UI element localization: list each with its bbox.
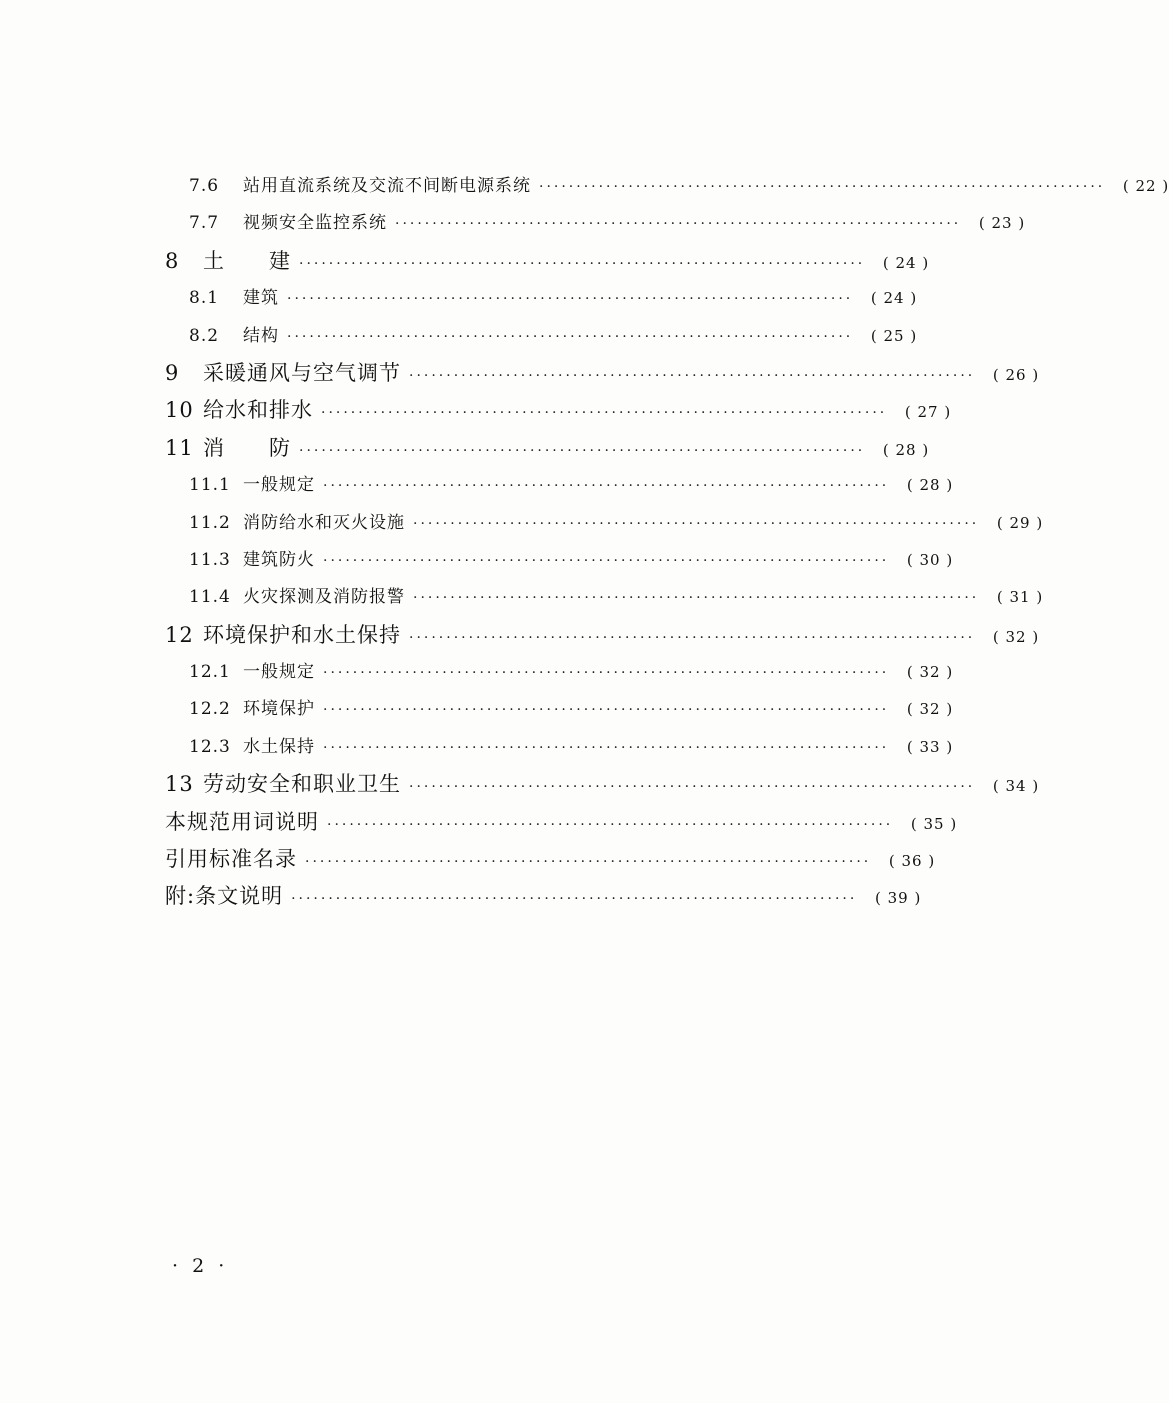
toc-entry-number: 8.2 <box>189 325 220 346</box>
toc-entry[interactable] <box>165 729 954 766</box>
toc-entry-title: 消 防 <box>203 435 291 460</box>
dot-leader: ············································································ <box>323 739 890 756</box>
toc-entry-title: 水土保持 <box>243 736 315 757</box>
toc-entry-page: ( 32 ) <box>992 627 1040 646</box>
toc-entry[interactable] <box>165 392 952 429</box>
toc-entry[interactable] <box>165 318 918 355</box>
toc-entry[interactable] <box>165 542 954 579</box>
toc-entry-title: 给水和排水 <box>203 398 313 423</box>
toc-entry[interactable] <box>165 766 1040 803</box>
toc-entry-number: 7.6 <box>189 176 220 196</box>
toc-entry-title: 引用标准名录 <box>165 847 297 872</box>
toc-entry[interactable] <box>165 691 954 728</box>
toc-entry[interactable] <box>165 617 1040 654</box>
toc-entry-page: ( 31 ) <box>996 588 1044 607</box>
toc-entry[interactable] <box>165 355 1040 392</box>
dot-leader: ············································································ <box>395 216 962 233</box>
toc-entry-page: ( 30 ) <box>906 550 954 569</box>
toc-entry[interactable] <box>165 430 930 467</box>
toc-entry-page: ( 24 ) <box>870 289 918 308</box>
dot-leader: ············································································ <box>323 665 890 682</box>
toc-entry-number: 11.2 <box>189 512 231 533</box>
toc-entry-title: 劳动安全和职业卫生 <box>203 772 401 797</box>
toc-entry-title: 一般规定 <box>243 475 315 496</box>
page-number: · 2 · <box>172 1255 229 1277</box>
toc-entry-title: 本规范用词说明 <box>165 809 319 834</box>
dot-leader: ············································································ <box>413 515 980 532</box>
table-of-contents <box>165 168 1169 916</box>
toc-entry-page: ( 28 ) <box>882 440 930 459</box>
toc-entry[interactable] <box>165 878 922 915</box>
toc-entry-page: ( 23 ) <box>978 214 1026 233</box>
dot-leader: ············································································ <box>291 891 858 908</box>
dot-leader: ············································································ <box>409 367 976 384</box>
toc-entry[interactable] <box>165 243 930 280</box>
dot-leader: ············································································ <box>321 405 888 422</box>
toc-entry-number: 9 <box>165 360 180 385</box>
toc-entry-title: 结构 <box>243 325 279 346</box>
toc-entry-number: 7.7 <box>189 213 220 234</box>
toc-entry-title: 土 建 <box>203 248 291 273</box>
toc-entry-number: 11.3 <box>189 549 231 570</box>
toc-entry-number: 11.4 <box>189 587 231 608</box>
dot-leader: ············································································ <box>539 179 1106 195</box>
toc-entry-title: 火灾探测及消防报警 <box>243 587 405 608</box>
toc-entry-number: 12.2 <box>189 699 231 720</box>
toc-entry-number: 12 <box>165 622 194 647</box>
toc-entry-number: 8 <box>165 248 180 273</box>
dot-leader: ············································································ <box>305 854 872 871</box>
toc-entry-page: ( 28 ) <box>906 476 954 495</box>
dot-leader: ············································································ <box>323 702 890 719</box>
dot-leader: ············································································ <box>287 291 854 308</box>
toc-entry-title: 消防给水和灭火设施 <box>243 512 405 533</box>
dot-leader: ············································································ <box>287 328 854 345</box>
toc-entry[interactable] <box>165 205 1026 242</box>
toc-entry-number: 8.1 <box>189 288 220 309</box>
toc-entry-number: 13 <box>165 772 194 797</box>
dot-leader: ············································································ <box>409 629 976 646</box>
toc-entry-page: ( 33 ) <box>906 737 954 756</box>
toc-entry[interactable] <box>165 280 918 317</box>
toc-entry-page: ( 29 ) <box>996 513 1044 532</box>
toc-entry-number: 11.1 <box>189 475 231 496</box>
toc-entry[interactable] <box>165 168 1169 205</box>
toc-entry-page: ( 35 ) <box>910 814 958 833</box>
toc-entry[interactable] <box>165 505 1044 542</box>
dot-leader: ············································································ <box>323 478 890 495</box>
toc-entry-title: 环境保护和水土保持 <box>203 622 401 647</box>
dot-leader: ············································································ <box>413 590 980 607</box>
toc-entry-page: ( 26 ) <box>992 365 1040 384</box>
toc-entry-number: 12.1 <box>189 662 231 683</box>
dot-leader: ············································································ <box>299 442 866 459</box>
toc-entry-page: ( 32 ) <box>906 700 954 719</box>
toc-entry[interactable] <box>165 579 1044 616</box>
toc-entry-page: ( 24 ) <box>882 253 930 272</box>
toc-entry-number: 12.3 <box>189 736 231 757</box>
toc-entry-number: 11 <box>165 435 194 460</box>
toc-entry-page: ( 34 ) <box>992 777 1040 796</box>
toc-entry-page: ( 27 ) <box>904 403 952 422</box>
toc-entry-title: 采暖通风与空气调节 <box>203 360 401 385</box>
toc-entry[interactable] <box>165 804 958 841</box>
toc-entry-title: 环境保护 <box>243 699 315 720</box>
toc-entry-page: ( 32 ) <box>906 663 954 682</box>
toc-entry-page: ( 25 ) <box>870 326 918 345</box>
toc-entry-title: 站用直流系统及交流不间断电源系统 <box>243 176 531 196</box>
toc-entry-title: 一般规定 <box>243 662 315 683</box>
toc-entry-number: 10 <box>165 398 194 423</box>
toc-entry-page: ( 39 ) <box>874 889 922 908</box>
dot-leader: ············································································ <box>409 779 976 796</box>
toc-entry-page: ( 36 ) <box>888 852 936 871</box>
toc-entry[interactable] <box>165 467 954 504</box>
toc-entry-title: 建筑 <box>243 288 279 309</box>
dot-leader: ············································································ <box>299 255 866 272</box>
toc-entry-title: 建筑防火 <box>243 549 315 570</box>
dot-leader: ············································································ <box>327 816 894 833</box>
toc-entry-page: ( 22 ) <box>1122 177 1169 195</box>
toc-entry[interactable] <box>165 841 936 878</box>
toc-entry-title: 附:条文说明 <box>165 884 284 909</box>
toc-entry-title: 视频安全监控系统 <box>243 213 387 234</box>
dot-leader: ············································································ <box>323 552 890 569</box>
toc-entry[interactable] <box>165 654 954 691</box>
